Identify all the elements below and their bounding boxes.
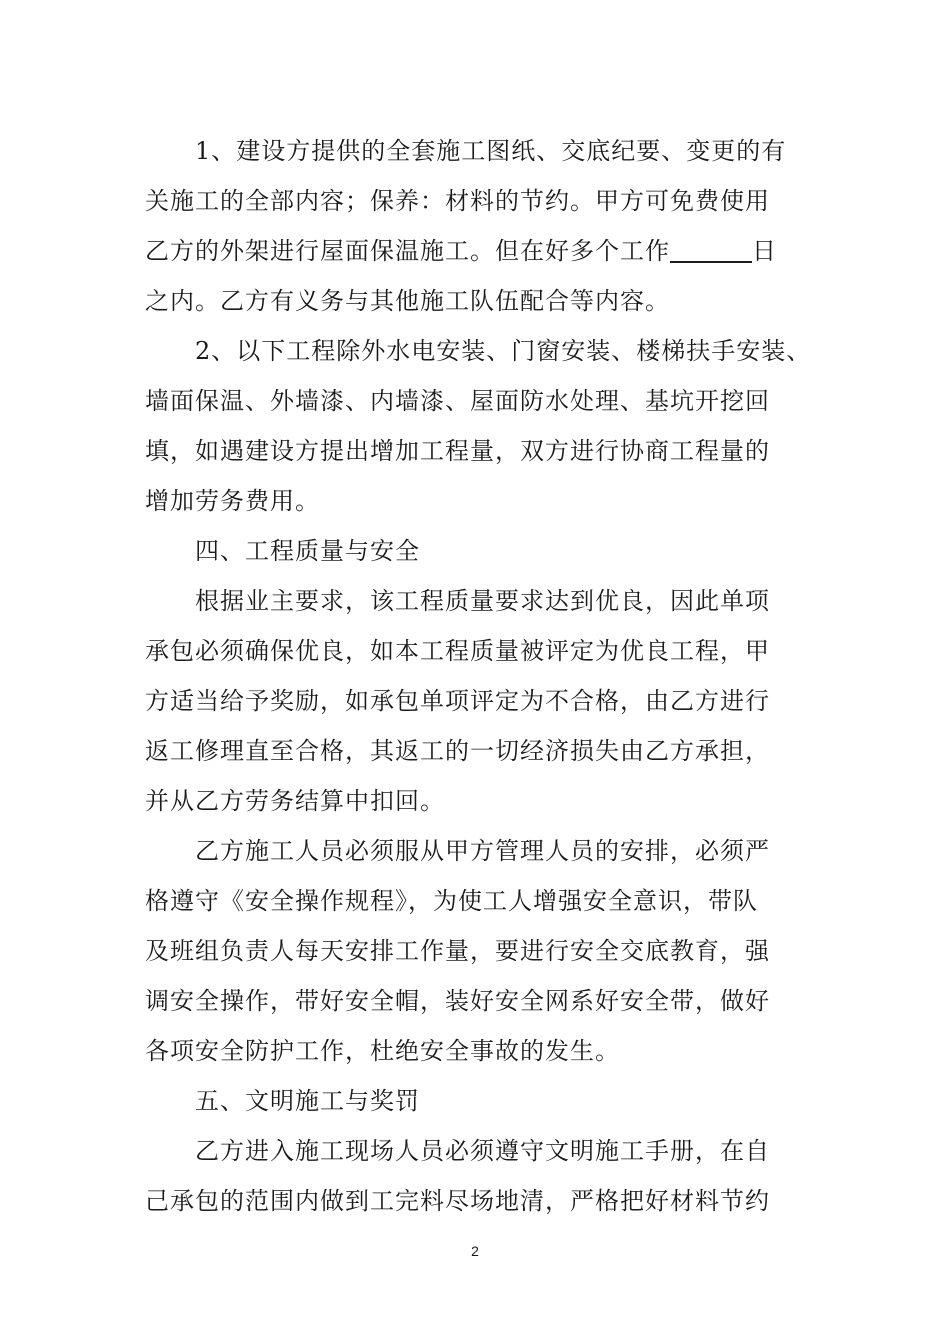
paragraph-line: 2、以下工程除外水电安装、门窗安装、楼梯扶手安装、 bbox=[195, 337, 812, 365]
paragraph-text: 日 bbox=[752, 237, 777, 265]
paragraph-line: 返工修理直至合格，其返工的一切经济损失由乙方承担， bbox=[145, 737, 770, 765]
paragraph-line: 增加劳务费用。 bbox=[145, 487, 320, 515]
paragraph-line: 方适当给予奖励，如承包单项评定为不合格，由乙方进行 bbox=[145, 687, 770, 715]
document-body bbox=[145, 126, 812, 1226]
paragraph-line: 乙方施工人员必须服从甲方管理人员的安排，必须严 bbox=[195, 837, 770, 865]
paragraph-line: 及班组负责人每天安排工作量，要进行安全交底教育，强 bbox=[145, 937, 770, 965]
paragraph-line: 乙方进入施工现场人员必须遵守文明施工手册，在自 bbox=[195, 1137, 770, 1165]
paragraph-line: 1、建设方提供的全套施工图纸、交底纪要、变更的有 bbox=[195, 137, 787, 165]
paragraph-line: 并从乙方劳务结算中扣回。 bbox=[145, 787, 445, 815]
paragraph-line: 己承包的范围内做到工完料尽场地清，严格把好材料节约 bbox=[145, 1187, 770, 1215]
paragraph-line: 填，如遇建设方提出增加工程量，双方进行协商工程量的 bbox=[145, 437, 770, 465]
paragraph-line: 格遵守《安全操作规程》，为使工人增强安全意识，带队 bbox=[145, 887, 758, 915]
section-heading: 四、工程质量与安全 bbox=[195, 537, 420, 565]
paragraph-line: 关施工的全部内容；保养：材料的节约。甲方可免费使用 bbox=[145, 187, 770, 215]
page-number: 2 bbox=[471, 1243, 479, 1259]
paragraph-line: 根据业主要求，该工程质量要求达到优良，因此单项 bbox=[195, 587, 770, 615]
paragraph-line: 墙面保温、外墙漆、内墙漆、屋面防水处理、基坑开挖回 bbox=[145, 387, 770, 415]
paragraph-line: 承包必须确保优良，如本工程质量被评定为优良工程，甲 bbox=[145, 637, 770, 665]
paragraph-line: 之内。乙方有义务与其他施工队伍配合等内容。 bbox=[145, 287, 670, 315]
paragraph-text: 乙方的外架进行屋面保温施工。但在好多个工作 bbox=[145, 237, 670, 265]
section-heading: 五、文明施工与奖罚 bbox=[195, 1087, 420, 1115]
paragraph-line: 各项安全防护工作，杜绝安全事故的发生。 bbox=[145, 1037, 620, 1065]
paragraph-line bbox=[145, 226, 807, 276]
paragraph-line: 调安全操作，带好安全帽，装好安全网系好安全带，做好 bbox=[145, 987, 770, 1015]
fill-in-blank bbox=[670, 237, 752, 263]
